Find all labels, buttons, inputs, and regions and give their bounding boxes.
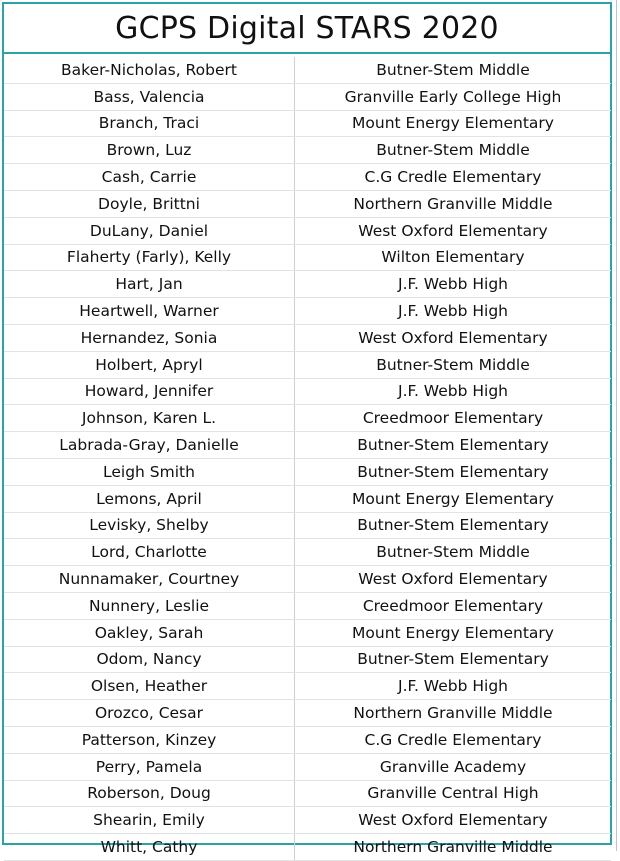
staff-name-cell: Cash, Carrie — [4, 164, 295, 191]
table-row — [4, 217, 611, 244]
school-name-cell: Butner-Stem Middle — [295, 57, 612, 83]
staff-name-cell: Brown, Luz — [4, 137, 295, 164]
sheet-edge-line — [616, 0, 617, 851]
school-name-cell: Butner-Stem Elementary — [295, 458, 612, 485]
staff-name-cell: Baker-Nicholas, Robert — [4, 57, 295, 83]
school-name-cell: Butner-Stem Middle — [295, 539, 612, 566]
staff-name-cell: Whitt, Cathy — [4, 834, 295, 861]
staff-name-cell: Hart, Jan — [4, 271, 295, 298]
table-row — [4, 137, 611, 164]
staff-name-cell: DuLany, Daniel — [4, 217, 295, 244]
staff-name-cell: Odom, Nancy — [4, 646, 295, 673]
school-name-cell: Northern Granville Middle — [295, 834, 612, 861]
staff-name-cell: Doyle, Brittni — [4, 190, 295, 217]
staff-name-cell: Hernandez, Sonia — [4, 324, 295, 351]
staff-name-cell: Bass, Valencia — [4, 83, 295, 110]
school-name-cell: Granville Academy — [295, 753, 612, 780]
staff-name-cell: Orozco, Cesar — [4, 700, 295, 727]
table-row — [4, 700, 611, 727]
staff-name-cell: Labrada-Gray, Danielle — [4, 432, 295, 459]
school-name-cell: Butner-Stem Middle — [295, 137, 612, 164]
school-name-cell: West Oxford Elementary — [295, 217, 612, 244]
staff-name-cell: Heartwell, Warner — [4, 298, 295, 325]
table-row — [4, 405, 611, 432]
table-row — [4, 673, 611, 700]
staff-name-cell: Patterson, Kinzey — [4, 726, 295, 753]
school-name-cell: Granville Central High — [295, 780, 612, 807]
table-row — [4, 83, 611, 110]
school-name-cell: Northern Granville Middle — [295, 190, 612, 217]
school-name-cell: J.F. Webb High — [295, 378, 612, 405]
table-row — [4, 351, 611, 378]
school-name-cell: Butner-Stem Elementary — [295, 512, 612, 539]
table-row — [4, 271, 611, 298]
staff-name-cell: Flaherty (Farly), Kelly — [4, 244, 295, 271]
school-name-cell: Creedmoor Elementary — [295, 592, 612, 619]
school-name-cell: J.F. Webb High — [295, 673, 612, 700]
staff-name-cell: Lord, Charlotte — [4, 539, 295, 566]
table-row — [4, 324, 611, 351]
table-row — [4, 458, 611, 485]
staff-name-cell: Nunnamaker, Courtney — [4, 566, 295, 593]
school-name-cell: Mount Energy Elementary — [295, 110, 612, 137]
table-row — [4, 485, 611, 512]
staff-name-cell: Levisky, Shelby — [4, 512, 295, 539]
table-row — [4, 539, 611, 566]
staff-name-cell: Olsen, Heather — [4, 673, 295, 700]
table-row — [4, 57, 611, 83]
staff-name-cell: Roberson, Doug — [4, 780, 295, 807]
school-name-cell: West Oxford Elementary — [295, 807, 612, 834]
table-row — [4, 726, 611, 753]
table-row — [4, 164, 611, 191]
table-row — [4, 190, 611, 217]
staff-name-cell: Shearin, Emily — [4, 807, 295, 834]
staff-name-cell: Branch, Traci — [4, 110, 295, 137]
staff-name-cell: Leigh Smith — [4, 458, 295, 485]
table-row — [4, 646, 611, 673]
table-row — [4, 512, 611, 539]
table-row — [4, 378, 611, 405]
roster-table — [4, 57, 611, 861]
table-row — [4, 592, 611, 619]
school-name-cell: Northern Granville Middle — [295, 700, 612, 727]
title-bar — [4, 4, 610, 54]
school-name-cell: Butner-Stem Middle — [295, 351, 612, 378]
staff-name-cell: Oakley, Sarah — [4, 619, 295, 646]
staff-name-cell: Howard, Jennifer — [4, 378, 295, 405]
table-row — [4, 619, 611, 646]
school-name-cell: West Oxford Elementary — [295, 324, 612, 351]
table-row — [4, 807, 611, 834]
table-row — [4, 834, 611, 861]
table-row — [4, 753, 611, 780]
staff-name-cell: Nunnery, Leslie — [4, 592, 295, 619]
school-name-cell: Mount Energy Elementary — [295, 485, 612, 512]
table-row — [4, 298, 611, 325]
school-name-cell: West Oxford Elementary — [295, 566, 612, 593]
school-name-cell: Wilton Elementary — [295, 244, 612, 271]
stars-roster-frame — [2, 2, 612, 856]
staff-name-cell: Holbert, Apryl — [4, 351, 295, 378]
school-name-cell: Granville Early College High — [295, 83, 612, 110]
roster-body — [4, 57, 611, 860]
school-name-cell: Butner-Stem Elementary — [295, 432, 612, 459]
table-row — [4, 110, 611, 137]
school-name-cell: Mount Energy Elementary — [295, 619, 612, 646]
staff-name-cell: Lemons, April — [4, 485, 295, 512]
table-row — [4, 244, 611, 271]
staff-name-cell: Perry, Pamela — [4, 753, 295, 780]
school-name-cell: C.G Credle Elementary — [295, 164, 612, 191]
school-name-cell: J.F. Webb High — [295, 271, 612, 298]
table-row — [4, 780, 611, 807]
staff-name-cell: Johnson, Karen L. — [4, 405, 295, 432]
table-row — [4, 566, 611, 593]
school-name-cell: Butner-Stem Elementary — [295, 646, 612, 673]
page-title: GCPS Digital STARS 2020 — [115, 10, 499, 46]
table-row — [4, 432, 611, 459]
school-name-cell: Creedmoor Elementary — [295, 405, 612, 432]
school-name-cell: C.G Credle Elementary — [295, 726, 612, 753]
school-name-cell: J.F. Webb High — [295, 298, 612, 325]
